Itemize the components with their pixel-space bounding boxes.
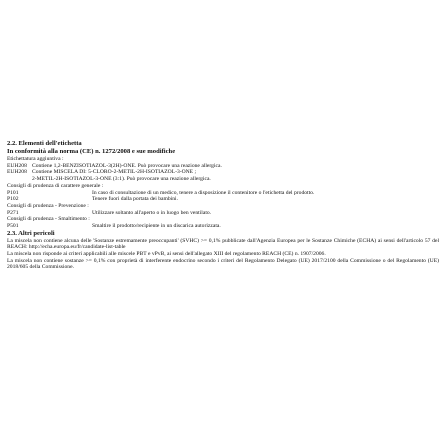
disposal-list bbox=[7, 223, 439, 230]
precaution-text: In caso di consultazione di un medico, tenere a disposizione il contenitore o l'etichetta del prodotto. bbox=[92, 189, 315, 196]
euh-text: Contiene 1,2-BENZISOTIAZOL-3(2H)-ONE. Può provocare una reazione allergica. bbox=[32, 162, 222, 169]
paragraph: La miscela non contiene sostanze >= 0,1% con proprietà di interferente endocrino secondo i criteri del Regolamento Delegato (UE) 2017/2100 della Commissione o del Regolamento (UE) 2018/605 della Commissione. bbox=[7, 257, 439, 271]
prevention-list bbox=[7, 210, 439, 217]
euh-row bbox=[7, 176, 439, 183]
euh-code: EUH208 bbox=[7, 169, 27, 176]
euh-list bbox=[7, 163, 439, 183]
general-list bbox=[7, 190, 439, 203]
disposal-label: Consigli di prudenza - Smaltimento : bbox=[7, 216, 90, 223]
prevention-label: Consigli di prudenza - Prevenzione : bbox=[7, 202, 89, 209]
euh-code: EUH208 bbox=[7, 162, 27, 169]
paragraph: La miscela non contiene alcuna delle 'Sostanze estremamente preoccupanti' (SVHC) >= 0,1% pubblicate dall'Agenzia Europea per le Sostanze Chimiche (ECHA) ai sensi dell'articolo 57 del REACH: http://echa.europa.eu/fr/candidate-list-table bbox=[7, 237, 439, 251]
euh-row bbox=[7, 163, 439, 170]
regulation-heading: In conformità alla norma (CE) n. 1272/2008 e sue modifiche bbox=[7, 148, 176, 155]
precaution-row bbox=[7, 190, 439, 197]
section-2-3-title: 2.3. Altri pericoli bbox=[7, 229, 55, 237]
supplementary-label: Etichettatura aggiuntiva : bbox=[7, 156, 64, 162]
precaution-text: Tenere fuori dalla portata dei bambini. bbox=[92, 196, 178, 203]
precaution-code: P102 bbox=[7, 196, 19, 203]
precaution-text: Utilizzare soltanto all'aperto o in luogo ben ventilato. bbox=[92, 209, 212, 216]
section-2-2-title: 2.2. Elementi dell'etichetta bbox=[7, 140, 82, 147]
precaution-code: P101 bbox=[7, 189, 19, 196]
precaution-row bbox=[7, 223, 439, 230]
precaution-row bbox=[7, 196, 439, 203]
euh-text: Contiene MISCELA DI: 5-CLORO-2-METIL-2H-ISOTIAZOL-3-ONE ; bbox=[32, 169, 197, 176]
general-label: Consigli di prudenza di carattere generale : bbox=[7, 182, 104, 189]
precaution-code: P271 bbox=[7, 209, 19, 216]
precaution-text: Smaltire il prodotto/recipiente in un discarica autorizzata. bbox=[92, 223, 221, 230]
precaution-code: P501 bbox=[7, 223, 19, 230]
paragraph: La miscela non risponde ai criteri applicabili alle miscele PBT e vPvB, ai sensi dell'allegato XIII del regolamento REACH (CE) n. 1907/2006. bbox=[7, 250, 326, 257]
precaution-row bbox=[7, 210, 439, 217]
euh-text: 2-METIL-2H-ISOTIAZOL-3-ONE (3:1). Può provocare una reazione allergica. bbox=[32, 176, 211, 183]
document-body bbox=[7, 140, 439, 271]
euh-code bbox=[7, 176, 32, 183]
